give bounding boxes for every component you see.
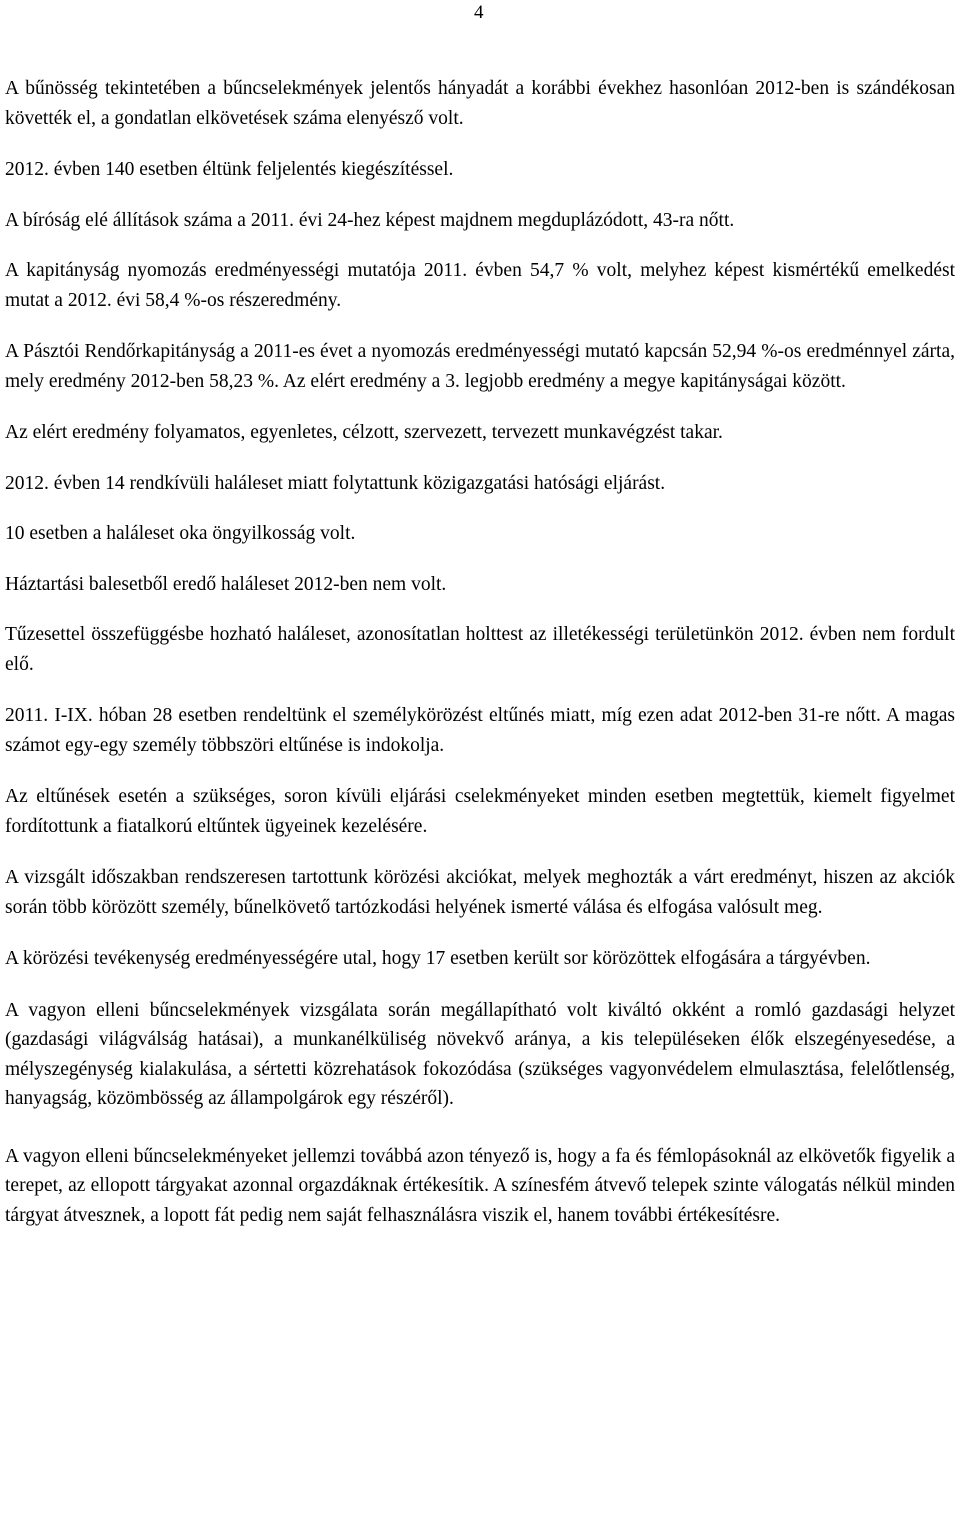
document-body — [5, 74, 955, 1252]
paragraph-crime-intent: A bűnösség tekintetében a bűncselekmények jelentős hányadát a korábbi évekhez hasonlóan 2012-ben is szándékosan követték el, a gondatlan elkövetések száma elenyésző volt. — [5, 78, 955, 129]
paragraph-fire-deaths: Tűzesettel összefüggésbe hozható haláleset, azonosítatlan holttest az illetékességi területünkön 2012. évben nem fordult elő. — [5, 624, 955, 675]
paragraph-pasztoi-ranking: A Pásztói Rendőrkapitányság a 2011-es évet a nyomozás eredményességi mutató kapcsán 52,94 %-os eredménnyel zárta, mely eredmény 2012-ben 58,23 %. Az elért eredmény a 3. legjobb eredmény a megye kapitányságai között. — [5, 341, 955, 392]
paragraph-investigation-rate: A kapitányság nyomozás eredményességi mutatója 2011. évben 54,7 % volt, melyhez képest kismértékű emelkedést mutat a 2012. évi 58,4 %-os részeredmény. — [5, 260, 955, 311]
paragraph-missing-measures: Az eltűnések esetén a szükséges, soron kívüli eljárási cselekményeket minden esetben megtettük, kiemelt figyelmet fordítottunk a fiatalkorú eltűntek ügyeinek kezelésére. — [5, 786, 955, 837]
paragraph-search-results: A körözési tevékenység eredményességére utal, hogy 17 esetben került sor körözöttek elfogására a tárgyévben. — [5, 948, 871, 969]
paragraph-missing-persons: 2011. I-IX. hóban 28 esetben rendeltünk el személykörözést eltűnés miatt, míg ezen adat 2012-ben 31-re nőtt. A magas számot egy-egy személy többszöri eltűnése is indokolja. — [5, 705, 955, 756]
paragraph-work-quality: Az elért eredmény folyamatos, egyenletes, célzott, szervezett, tervezett munkavégzést takar. — [5, 422, 723, 443]
paragraph-household-accidents: Háztartási balesetből eredő haláleset 2012-ben nem volt. — [5, 573, 447, 595]
paragraph-extraordinary-deaths: 2012. évben 14 rendkívüli haláleset miatt folytattunk közigazgatási hatósági eljárást. — [5, 472, 666, 494]
paragraph-suicides: 10 esetben a haláleset oka öngyilkosság volt. — [5, 523, 356, 544]
paragraph-search-actions: A vizsgált időszakban rendszeresen tartottunk körözési akciókat, melyek meghozták a várt eredményt, hiszen az akciók során több körözött személy, bűnelkövető tartózkodási helyének ismerté válása és elfogása valósult meg. — [5, 867, 955, 918]
paragraph-complaint-supplements: 2012. évben 140 esetben éltünk feljelentés kiegészítéssel. — [5, 159, 454, 180]
paragraph-property-crime-traits: A vagyon elleni bűncselekményeket jellemzi továbbá azon tényező is, hogy a fa és fémlopásoknál az elkövetők figyelik a terepet, az ellopott tárgyakat azonnal orgazdáknak értékesítik. A színesfém átvevő telepek szinte válogatás nélkül minden tárgyat átvesznek, a lopott fát pedig nem saját felhasználásra viszik el, hanem további értékesítésre. — [5, 1145, 955, 1226]
paragraph-property-crime-causes: A vagyon elleni bűncselekmények vizsgálata során megállapítható volt kiváltó okként a romló gazdasági helyzet (gazdasági világválság hatásai), a munkanélküliség növekvő aránya, a kis településeken élők elszegényesedése, a mélyszegénység kialakulása, a sértetti közrehatások fokozódása (szükséges vagyonvédelem elmulasztása, felelőtlenség, hanyagság, közömbösség az állampolgárok egy részéről). — [5, 999, 955, 1109]
page-number: 4 — [474, 2, 484, 23]
paragraph-court-referrals: A bíróság elé állítások száma a 2011. évi 24-hez képest majdnem megduplázódott, 43-ra nőtt. — [5, 209, 735, 231]
